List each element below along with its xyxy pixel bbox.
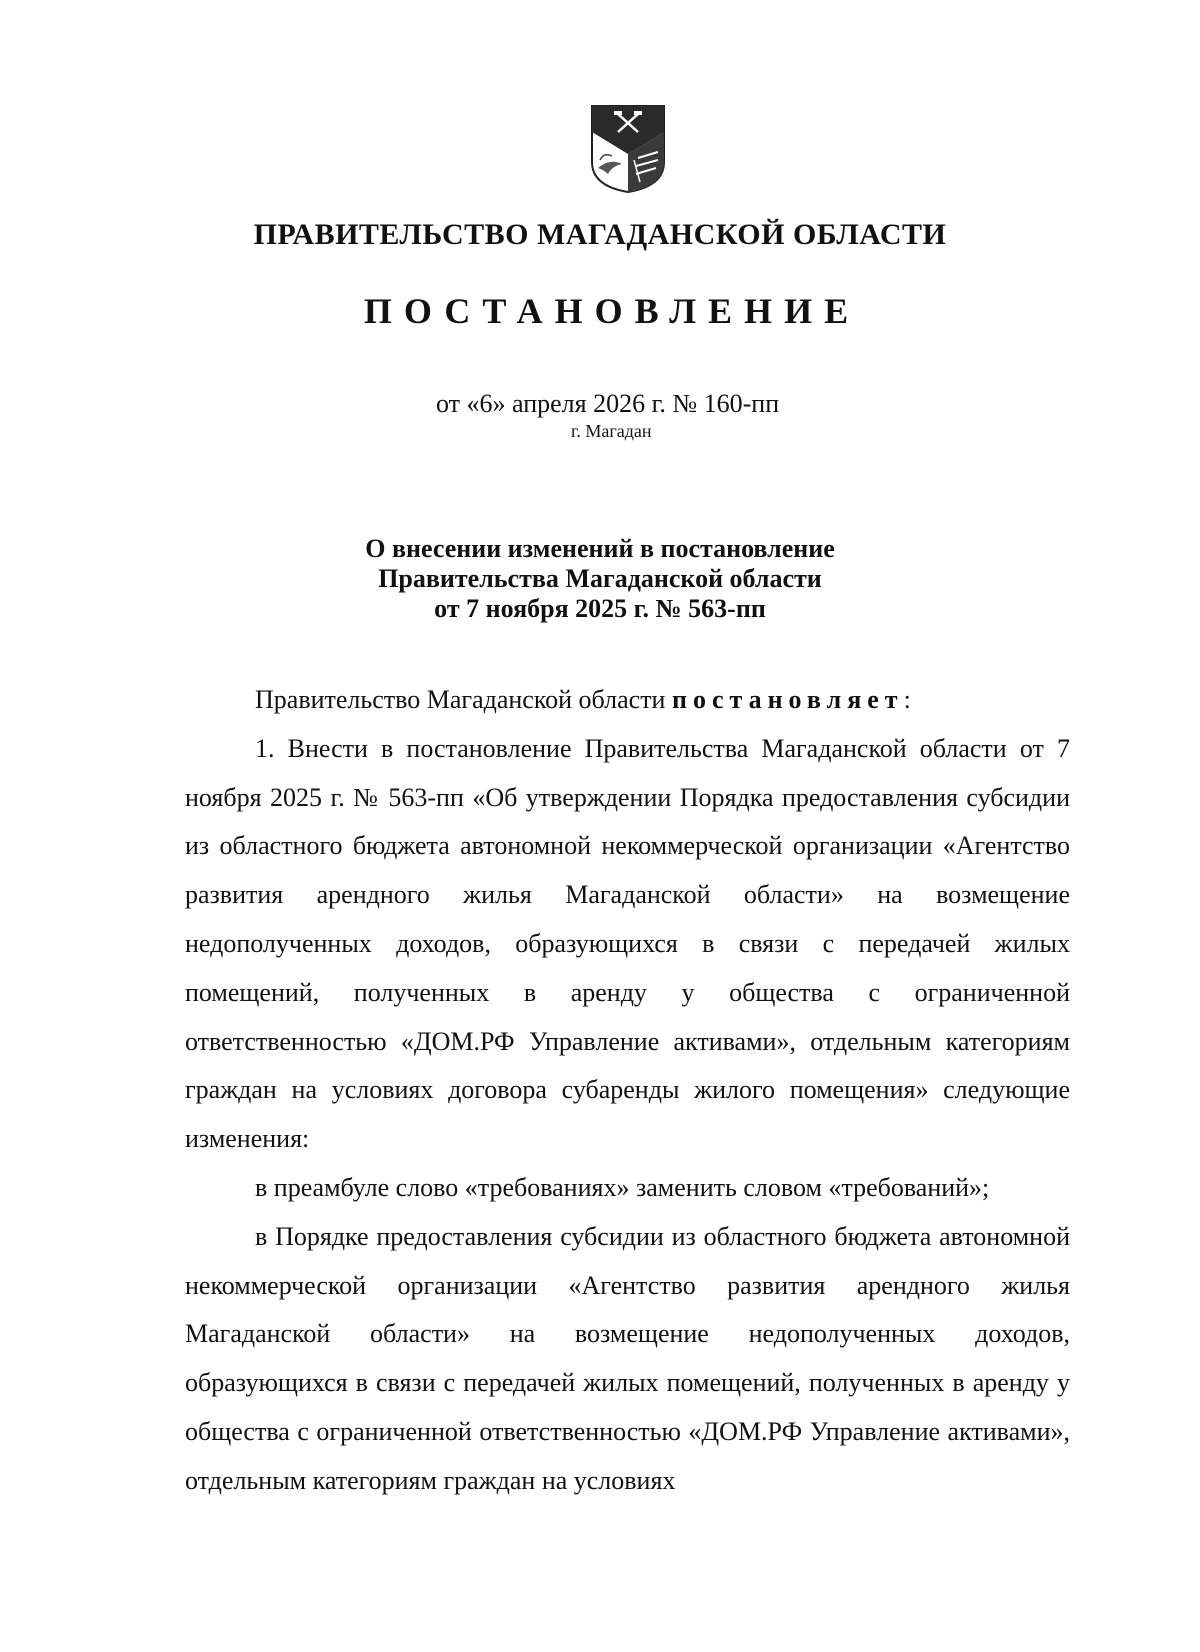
government-title: ПРАВИТЕЛЬСТВО МАГАДАНСКОЙ ОБЛАСТИ: [253, 218, 947, 251]
subject-line: от 7 ноября 2025 г. № 563-пп: [434, 594, 766, 623]
intro-suffix: :: [903, 685, 911, 714]
date-and-number: от «6» апреля 2026 г. № 160-пп: [436, 389, 780, 418]
city-name: г. Магадан: [571, 421, 652, 441]
intro-prefix: Правительство Магаданской области: [255, 685, 666, 714]
body-paragraph: 1. Внести в постановление Правительства Магаданской области от 7 ноября 2025 г. № 563-пп «Об утверждении Порядка предоставления субсидии из областного бюджета автономной некоммерческой организации «Агентство развития арендного жилья Магаданской области» на возмещение недополученных доходов, образующихся в связи с передачей жилых помещений, полученных в аренду у общества с ограниченной ответственностью «ДОМ.РФ Управление активами», отдельным категориям граждан на условиях договора субаренды жилого помещения» следующие изменения:: [185, 733, 1070, 1154]
coat-of-arms-icon: [588, 102, 668, 196]
body-paragraph: в Порядке предоставления субсидии из областного бюджета автономной некоммерческой организации «Агентство развития арендного жилья Магаданской области» на возмещение недополученных доходов, образующихся в связи с передачей жилых помещений, полученных в аренду у общества с ограниченной ответственностью «ДОМ.РФ Управление активами», отдельным категориям граждан на условиях: [185, 1221, 1070, 1495]
document-type-title: ПОСТАНОВЛЕНИЕ: [363, 291, 861, 331]
body-paragraph: в преамбуле слово «требованиях» заменить словом «требований»;: [255, 1172, 990, 1202]
subject-line: Правительства Магаданской области: [378, 564, 822, 593]
resolves-verb: постановляет: [671, 685, 904, 714]
subject-line: О внесении изменений в постановление: [365, 534, 835, 563]
intro-paragraph: [185, 676, 1070, 725]
document-body: [185, 676, 1070, 1506]
document-subject: [0, 534, 1200, 624]
